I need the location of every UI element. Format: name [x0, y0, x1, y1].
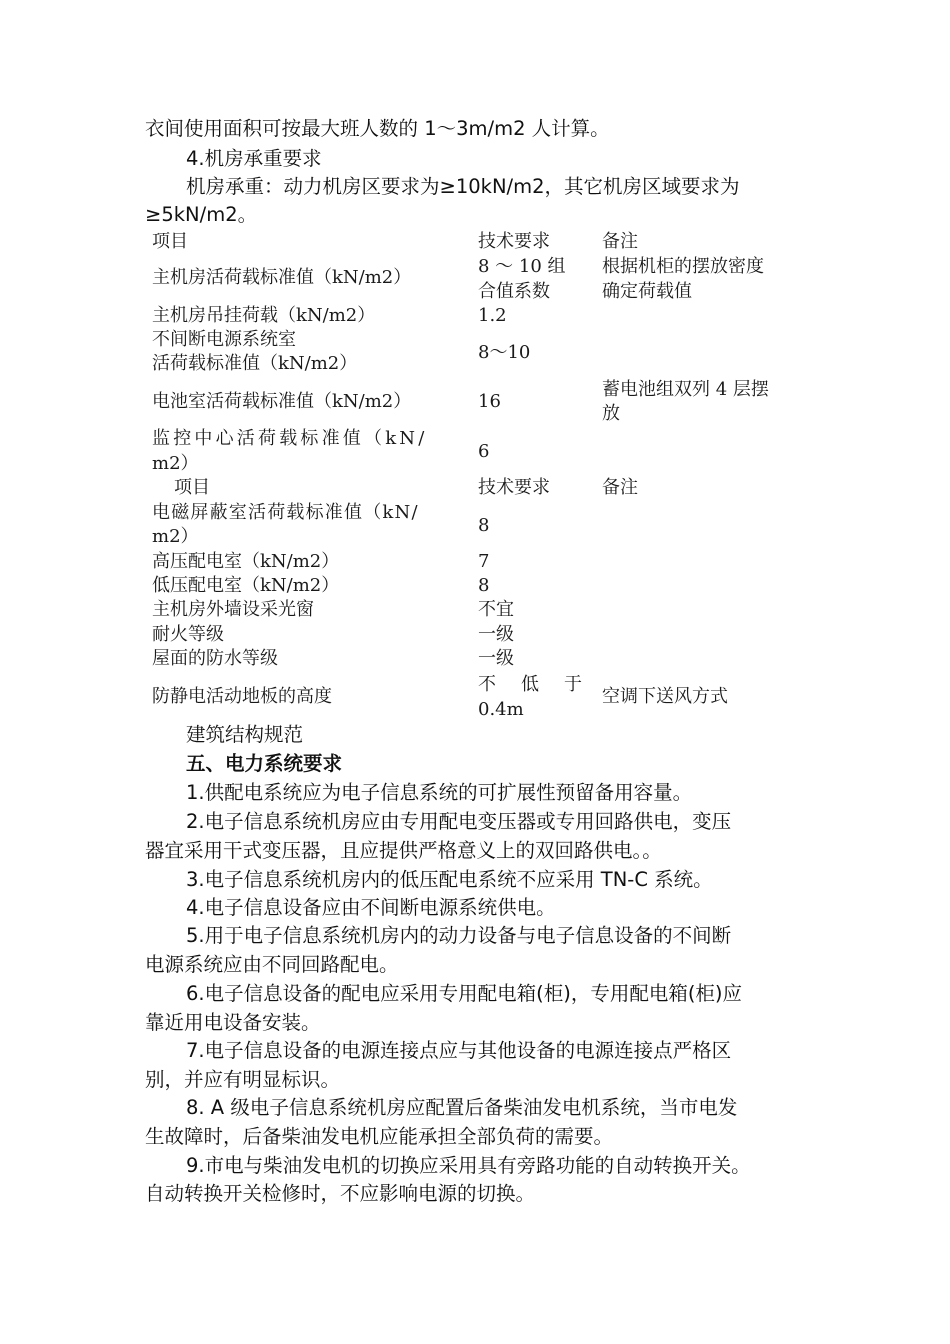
table-cell-note: 确定荷载值: [602, 281, 692, 302]
table-cell-item: m2）: [152, 526, 199, 547]
table-header-note: 备注: [602, 231, 638, 252]
table-cell-requirement: 0.4m: [478, 699, 524, 720]
table-cell-item: 高压配电室（kN/m2）: [152, 551, 340, 572]
table-cell-item: 低压配电室（kN/m2）: [152, 575, 340, 596]
table-cell-requirement: 8: [478, 515, 490, 536]
table-cell-requirement: [478, 673, 582, 697]
list-item: 3.电子信息系统机房内的低压配电系统不应采用 TN-C 系统。: [186, 868, 713, 891]
table-cell-item: 不间断电源系统室: [152, 329, 296, 350]
table-cell-note: 根据机柜的摆放密度: [602, 256, 764, 277]
list-item-continuation: 别，并应有明显标识。: [145, 1068, 341, 1091]
table-cell-requirement: 1.2: [478, 305, 507, 326]
table-cell-item: m2）: [152, 453, 199, 474]
table-cell-requirement: 8: [478, 575, 490, 596]
table-cell-note: 放: [602, 403, 620, 424]
table-header-item: 项目: [152, 231, 188, 252]
table-cell-item: 主机房吊挂荷载（kN/m2）: [152, 305, 376, 326]
paragraph-line: ≥5kN/m2。: [145, 203, 258, 226]
table-cell-item: 活荷载标准值（kN/m2）: [152, 353, 358, 374]
list-item-continuation: 电源系统应由不同回路配电。: [145, 953, 399, 976]
list-item-continuation: 自动转换开关检修时，不应影响电源的切换。: [145, 1182, 536, 1205]
list-item-continuation: 器宜采用干式变压器，且应提供严格意义上的双回路供电。。: [145, 839, 662, 862]
table-cell-item: 主机房活荷载标准值（kN/m2）: [152, 267, 412, 288]
table-header-note: 备注: [602, 477, 638, 498]
list-item: 9.市电与柴油发电机的切换应采用具有旁路功能的自动转换开关。: [186, 1154, 751, 1177]
paragraph-line: 衣间使用面积可按最大班人数的 1～3m/m2 人计算。: [145, 117, 610, 140]
subsection-heading: 4.机房承重要求: [186, 147, 322, 170]
table-header-requirement: 技术要求: [478, 477, 550, 498]
table-cell-requirement: 6: [478, 441, 490, 462]
table-cell-item: 电池室活荷载标准值（kN/m2）: [152, 391, 412, 412]
list-item: 2.电子信息系统机房应由专用配电变压器或专用回路供电，变压: [186, 810, 732, 833]
table-cell-requirement: 合值系数: [478, 281, 550, 302]
table-cell-requirement: 16: [478, 391, 501, 412]
section-heading: 五、电力系统要求: [186, 752, 343, 775]
table-header-requirement: 技术要求: [478, 231, 550, 252]
table-cell-item: 耐火等级: [152, 624, 224, 645]
list-item: 7.电子信息设备的电源连接点应与其他设备的电源连接点严格区: [186, 1039, 732, 1062]
list-item: 6.电子信息设备的配电应采用专用配电箱(柜)，专用配电箱(柜)应: [186, 982, 743, 1005]
spec-reference: 建筑结构规范: [186, 723, 304, 746]
table-cell-item: 电磁屏蔽室活荷载标准值（kN/: [152, 502, 419, 523]
table-cell-item: 屋面的防水等级: [152, 648, 278, 669]
table-cell-item: 监控中心活荷载标准值（kN/: [152, 428, 428, 449]
paragraph-line: 机房承重：动力机房区要求为≥10kN/m2，其它机房区域要求为: [186, 175, 740, 198]
table-cell-requirement-text: 不 低 于: [478, 674, 582, 695]
table-cell-requirement: 8 ～ 10 组: [478, 256, 566, 277]
table-cell-note: 空调下送风方式: [602, 686, 728, 707]
table-header-item: 项目: [174, 477, 210, 498]
list-item-continuation: 靠近用电设备安装。: [145, 1011, 321, 1034]
list-item-continuation: 生故障时，后备柴油发电机应能承担全部负荷的需要。: [145, 1125, 614, 1148]
table-cell-note: 蓄电池组双列 4 层摆: [602, 379, 769, 400]
table-cell-requirement: 7: [478, 551, 490, 572]
table-cell-item: 主机房外墙设采光窗: [152, 599, 314, 620]
list-item: 1.供配电系统应为电子信息系统的可扩展性预留备用容量。: [186, 781, 693, 804]
table-cell-requirement: 不宜: [478, 599, 514, 620]
table-cell-requirement: 8～10: [478, 342, 531, 363]
table-cell-requirement: 一级: [478, 648, 514, 669]
table-cell-requirement: 一级: [478, 624, 514, 645]
list-item: 4.电子信息设备应由不间断电源系统供电。: [186, 896, 556, 919]
list-item: 8. A 级电子信息系统机房应配置后备柴油发电机系统，当市电发: [186, 1096, 738, 1119]
table-cell-item: 防静电活动地板的高度: [152, 686, 332, 707]
list-item: 5.用于电子信息系统机房内的动力设备与电子信息设备的不间断: [186, 924, 732, 947]
